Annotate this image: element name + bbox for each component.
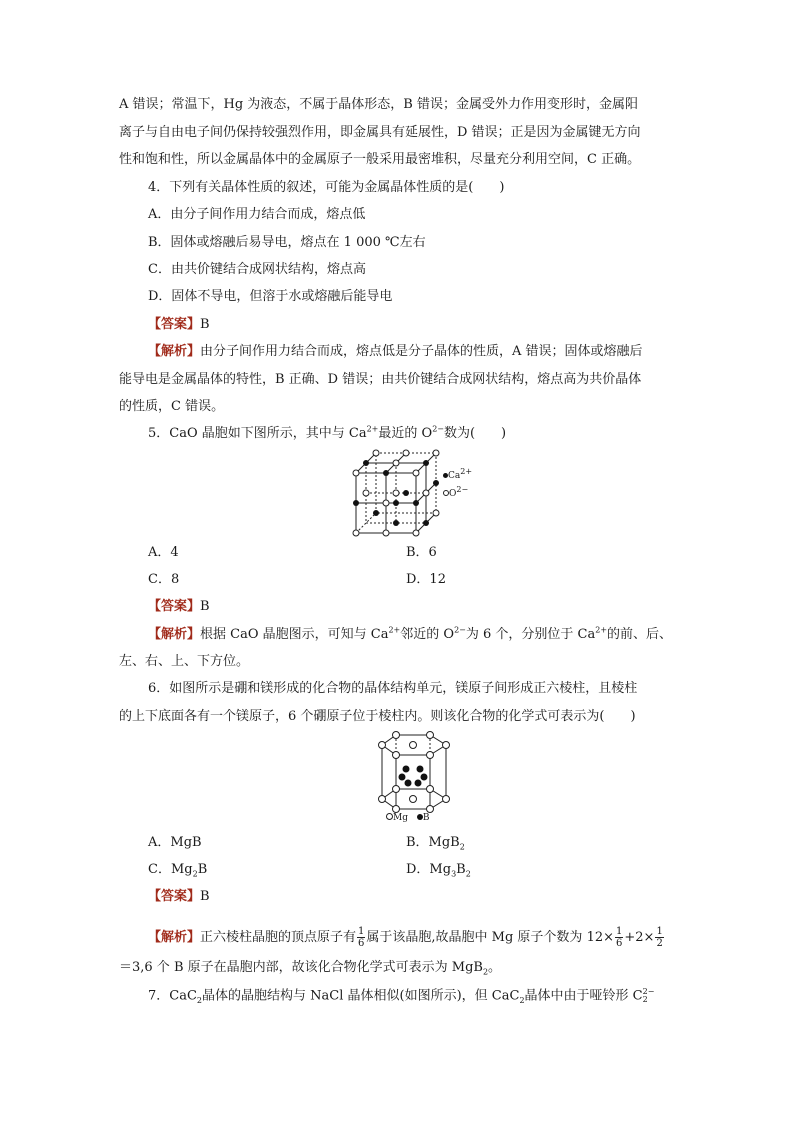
analysis-text: 根据 CaO 晶胞图示，可知与 Ca — [200, 627, 389, 642]
answer-tag: 【答案】 — [148, 889, 201, 904]
analysis-text: 正六棱柱晶胞的顶点原子有 — [200, 929, 357, 945]
analysis-line: 左、右、上、下方位。 — [119, 654, 250, 669]
option-b: B．6 — [406, 545, 437, 560]
analysis-line — [148, 344, 643, 360]
text-line: A 错误；常温下，Hg 为液态，不属于晶体形态，B 错误；金属受外力作用变形时，金属阳 — [119, 97, 638, 112]
text-line: 离子与自由电子间仍保持较强烈作用，即金属具有延展性，D 错误；正是因为金属键无方向 — [119, 125, 641, 140]
analysis-line: 的性质，C 错误。 — [119, 399, 225, 414]
charge: 2+ — [388, 625, 401, 635]
answer-line — [148, 317, 210, 333]
cao-legend — [443, 467, 473, 500]
question-6-stem: 的上下底面各有一个镁原子，6 个硼原子位于棱柱内。则该化合物的化学式可表示为( ) — [119, 709, 636, 724]
question-4-stem: 4．下列有关晶体性质的叙述，可能为金属晶体性质的是( ) — [148, 180, 505, 195]
fraction: $\frac{1}{6}$ — [616, 926, 623, 949]
option-c: C．8 — [148, 572, 180, 587]
question-5-stem — [148, 426, 506, 442]
analysis-text: 为 6 个，分别位于 Ca — [465, 627, 596, 642]
option-d: D．$Mg_3B_2$ — [406, 862, 471, 879]
option-d: D．固体不导电，但溶于水或熔融后能导电 — [148, 289, 393, 304]
analysis-text: 由分子间作用力结合而成，熔点低是分子晶体的性质，A 错误；固体或熔融后 — [200, 344, 643, 359]
analysis-line: ＝3,6 个 B 原子在晶胞内部，故该化合物化学式可表示为 MgB$_2$。 — [119, 960, 502, 977]
charge: 2+ — [366, 424, 379, 434]
analysis-text: 的前、后、 — [607, 627, 673, 642]
mgb2-prism-figure — [376, 731, 452, 813]
analysis-line — [148, 627, 672, 643]
stem-text: 最近的 O — [378, 426, 433, 441]
option-c: C．$Mg_2B$ — [148, 862, 208, 879]
analysis-tag: 【解析】 — [148, 929, 201, 945]
analysis-line: 能导电是金属晶体的特性，B 正确、D 错误；由共价键结合成网状结构，熔点高为共价晶体 — [119, 372, 642, 387]
mgb2-legend — [386, 812, 429, 824]
question-6-stem: 6．如图所示是硼和镁形成的化合物的晶体结构单元，镁原子间形成正六棱柱，且棱柱 — [148, 681, 638, 696]
charge: 2− — [432, 424, 444, 434]
stem-text: 5．CaO 晶胞如下图所示，其中与 Ca — [148, 426, 367, 441]
question-7-stem: 7．CaC$_2$晶体的晶胞结构与 NaCl 晶体相似(如图所示)，但 CaC$_2$晶体中由于哑铃形 C 2− 2 — [148, 987, 655, 1006]
answer-value: B — [200, 599, 210, 614]
text-line: 性和饱和性，所以金属晶体中的金属原子一般采用最密堆积，尽量充分利用空间，C 正确。 — [119, 152, 641, 167]
analysis-tag: 【解析】 — [148, 344, 201, 359]
option-a: A．由分子间作用力结合而成，熔点低 — [148, 207, 366, 222]
option-b: B．MgB$_2$ — [406, 835, 465, 852]
fraction: $\frac{1}{2}$ — [656, 926, 663, 949]
legend-b: B — [422, 813, 430, 823]
answer-value: B — [200, 889, 210, 904]
charge: 2− — [454, 625, 466, 635]
answer-tag: 【答案】 — [148, 317, 201, 332]
legend-mg: Mg — [393, 813, 408, 823]
option-c: C．由共价键结合成网状结构，熔点高 — [148, 262, 366, 277]
option-a: A．4 — [148, 545, 179, 560]
option-a: A．MgB — [148, 835, 202, 850]
answer-value: B — [200, 317, 210, 332]
legend-o: $O^{2-}$ — [443, 488, 472, 500]
answer-line — [148, 599, 210, 615]
analysis-text: 邻近的 O — [400, 627, 455, 642]
option-d: D．12 — [406, 572, 446, 587]
legend-ca: $Ca^{2+}$ — [443, 470, 472, 482]
charge: 2+ — [595, 625, 608, 635]
answer-tag: 【答案】 — [148, 599, 201, 614]
analysis-tag: 【解析】 — [148, 627, 201, 642]
option-b: B．固体或熔融后易导电，熔点在 1 000 ℃左右 — [148, 235, 426, 250]
analysis-line — [148, 926, 665, 949]
fraction: 1 6 — [358, 926, 365, 949]
analysis-text: 属于该晶胞,故晶胞中 Mg 原子个数为 12× — [366, 929, 615, 945]
analysis-text: +2× — [624, 929, 655, 945]
answer-line — [148, 889, 210, 905]
stem-text: 数为( ) — [443, 426, 507, 441]
